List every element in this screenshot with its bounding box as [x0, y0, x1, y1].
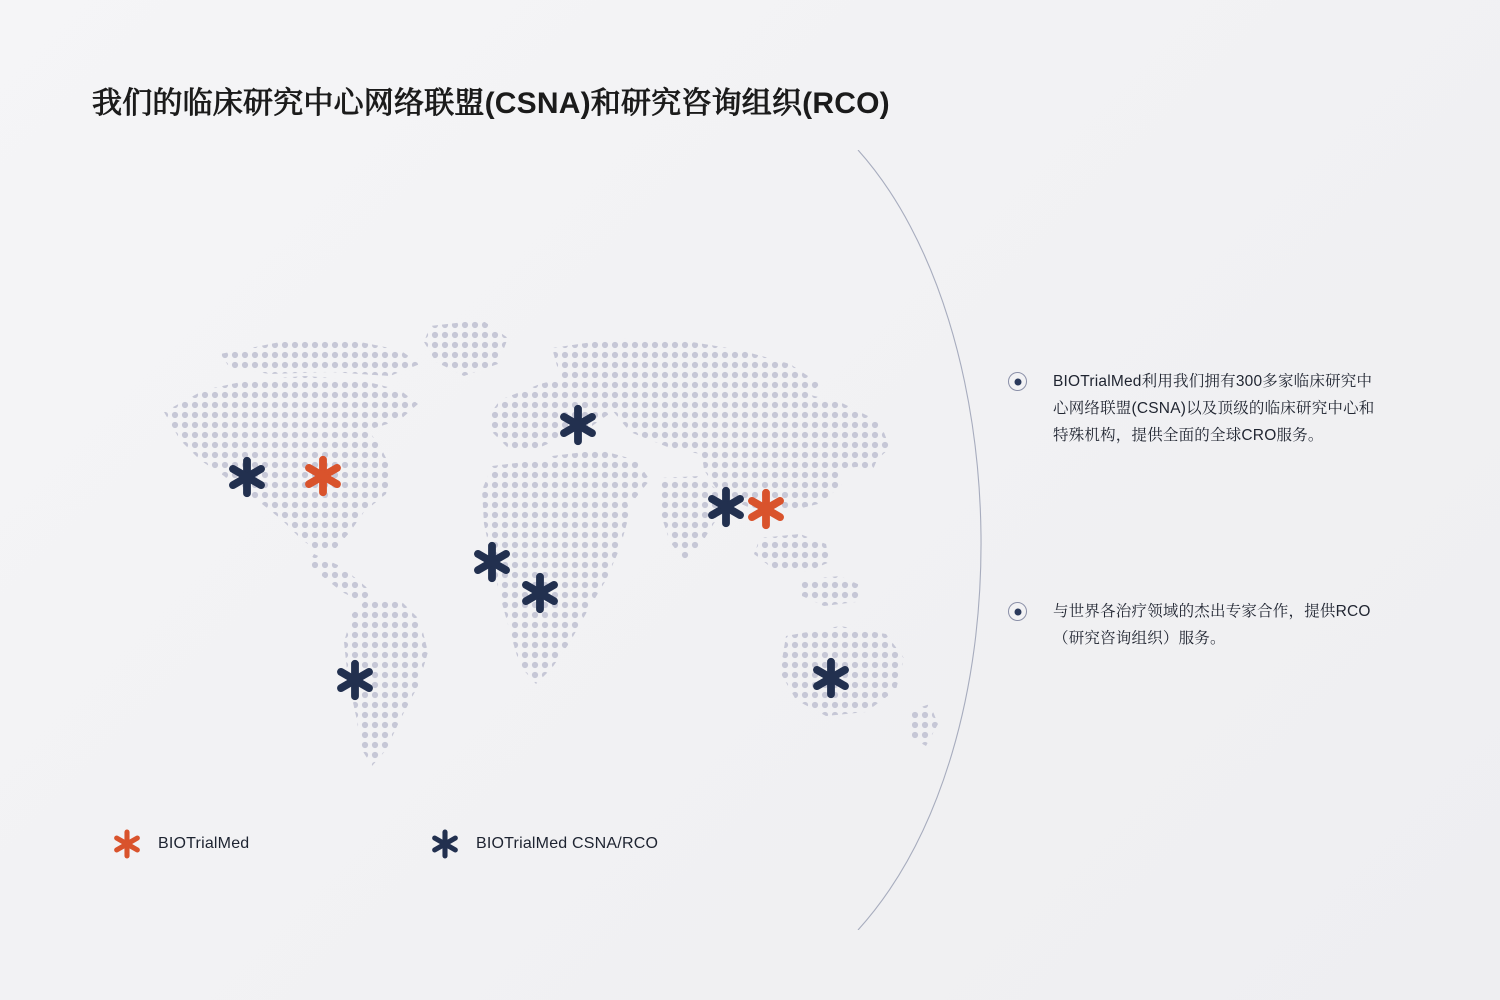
marker-oceania[interactable]	[808, 655, 854, 701]
legend-label-biotrialmed: BIOTrialMed	[158, 835, 250, 852]
asterisk-marker-icon	[517, 570, 563, 616]
asterisk-marker-icon	[332, 657, 378, 703]
asterisk-marker-icon	[743, 486, 789, 532]
asterisk-marker-icon	[224, 454, 270, 500]
asterisk-marker-icon	[300, 453, 346, 499]
bullet-dot-icon	[1008, 372, 1027, 391]
legend-item-biotrialmed	[110, 827, 249, 861]
legend-item-csna-rco	[428, 827, 658, 861]
asterisk-marker-icon	[428, 827, 462, 861]
asterisk-marker-icon	[110, 827, 144, 861]
callout-csna	[1008, 368, 1383, 449]
callout-csna-text: BIOTrialMed利用我们拥有300多家临床研究中心网络联盟(CSNA)以及顶级的临床研究中心和特殊机构，提供全面的全球CRO服务。	[1053, 373, 1375, 444]
legend-label-csna-rco: BIOTrialMed CSNA/RCO	[476, 835, 659, 852]
asterisk-marker-icon	[555, 402, 601, 448]
marker-africa-north[interactable]	[517, 570, 563, 616]
bullet-dot-icon	[1008, 602, 1027, 621]
marker-north-america-east[interactable]	[300, 453, 346, 499]
marker-europe-west[interactable]	[469, 539, 515, 585]
world-map	[100, 280, 940, 780]
page-title: 我们的临床研究中心网络联盟(CSNA)和研究咨询组织(RCO)	[92, 87, 890, 120]
marker-asia-east-orange[interactable]	[743, 486, 789, 532]
callout-rco-text: 与世界各治疗领域的杰出专家合作，提供RCO（研究咨询组织）服务。	[1053, 603, 1371, 647]
marker-north-america-west[interactable]	[224, 454, 270, 500]
asterisk-marker-icon	[808, 655, 854, 701]
marker-europe-north[interactable]	[555, 402, 601, 448]
asterisk-marker-icon	[469, 539, 515, 585]
marker-south-america[interactable]	[332, 657, 378, 703]
callout-rco	[1008, 598, 1383, 652]
dotted-world-map-graphic	[100, 280, 940, 780]
